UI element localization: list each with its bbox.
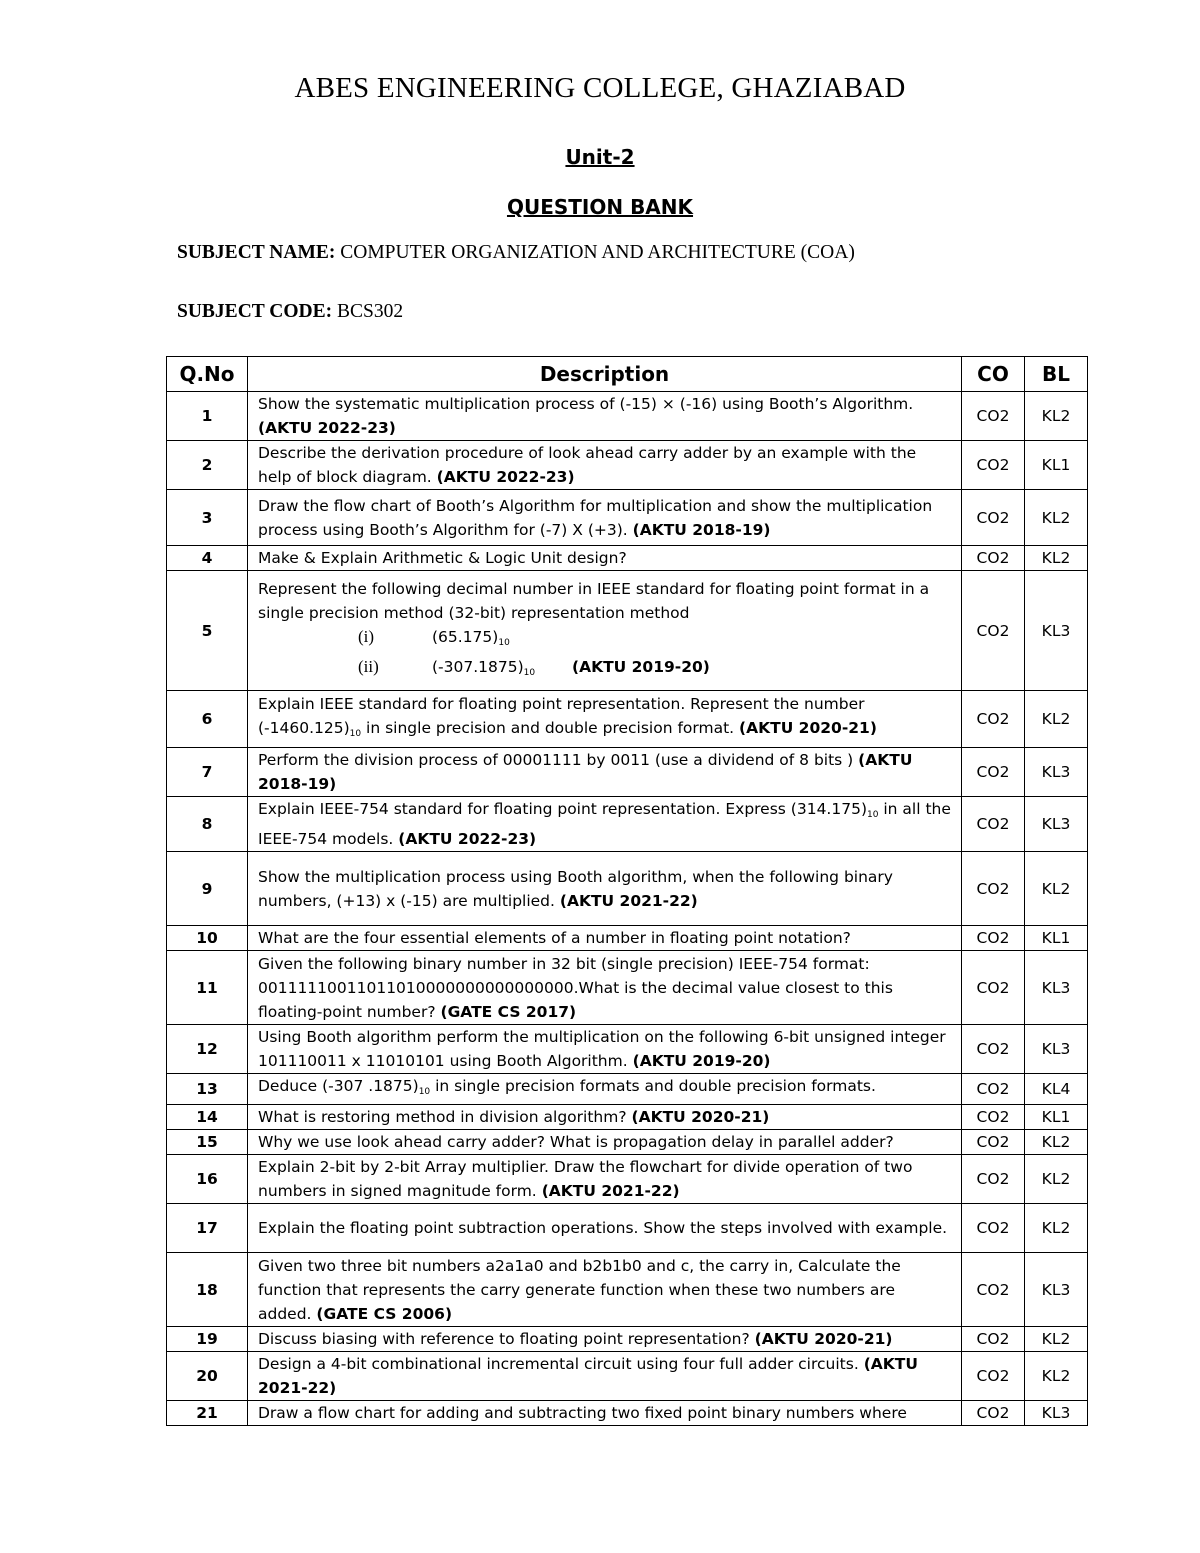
table-row [167,1025,1088,1074]
question-description [248,748,962,797]
table-row [167,1074,1088,1105]
bloom-level: KL2 [1025,1352,1088,1401]
question-text-cont: in single precision formats and double precision formats. [430,1077,876,1095]
bloom-level: KL2 [1025,1327,1088,1352]
bloom-level: KL1 [1025,1105,1088,1130]
question-number: 16 [167,1155,248,1204]
question-text: Represent the following decimal number in IEEE standard for floating point format in a single precision method (32-bit) representation method [258,579,930,622]
exam-reference: (AKTU 2019-20) [572,657,710,676]
document-type-title: QUESTION BANK [506,195,694,219]
table-row [167,1130,1088,1155]
question-description [248,1025,962,1074]
bloom-level: KL2 [1025,490,1088,546]
course-outcome: CO2 [962,951,1025,1025]
course-outcome: CO2 [962,1327,1025,1352]
bloom-level: KL1 [1025,441,1088,490]
table-row [167,926,1088,951]
bloom-level: KL3 [1025,1401,1088,1426]
course-outcome: CO2 [962,441,1025,490]
question-description [248,1327,962,1352]
table-row [167,1253,1088,1327]
question-text: Given two three bit numbers a2a1a0 and b2b1b0 and c, the carry in, Calculate the function that represents the carry generate function when these two numbers are added. [258,1256,901,1323]
question-text-cont: in all the IEEE-754 models. [258,800,951,848]
course-outcome: CO2 [962,1105,1025,1130]
bloom-level: KL3 [1025,1253,1088,1327]
course-outcome: CO2 [962,1401,1025,1426]
question-table [166,356,1088,1426]
exam-reference: (AKTU 2021-22) [559,891,698,910]
bloom-level: KL3 [1025,951,1088,1025]
bloom-level: KL2 [1025,546,1088,571]
question-number: 8 [167,797,248,852]
question-number: 3 [167,490,248,546]
question-text: Show the systematic multiplication process of (-15) × (-16) using Booth’s Algorithm. [258,395,914,413]
course-outcome: CO2 [962,392,1025,441]
table-row [167,490,1088,546]
question-description [248,797,962,852]
bloom-level: KL2 [1025,1204,1088,1253]
subject-code-value: BCS302 [332,301,404,322]
question-text: Explain the floating point subtraction operations. Show the steps involved with example. [258,1219,948,1237]
question-number: 21 [167,1401,248,1426]
sub-item [258,625,951,655]
sub-item-number: (ii) [358,656,379,676]
course-outcome: CO2 [962,1352,1025,1401]
question-text: Explain IEEE-754 standard for floating point representation. Express (314.175) [258,800,867,818]
bloom-level: KL2 [1025,1155,1088,1204]
table-row [167,748,1088,797]
course-outcome: CO2 [962,852,1025,926]
bloom-level: KL4 [1025,1074,1088,1105]
subscript-base: 10 [867,810,879,820]
question-number: 4 [167,546,248,571]
bloom-level: KL2 [1025,852,1088,926]
header-co: CO [962,357,1025,392]
table-row [167,1401,1088,1426]
subject-name-label: SUBJECT NAME: [177,242,336,263]
table-row [167,1327,1088,1352]
question-description [248,1401,962,1426]
question-number: 2 [167,441,248,490]
question-number: 10 [167,926,248,951]
course-outcome: CO2 [962,1253,1025,1327]
bloom-level: KL3 [1025,1025,1088,1074]
bloom-level: KL3 [1025,571,1088,691]
exam-reference: (AKTU 2020-21) [754,1330,893,1348]
question-description [248,1074,962,1105]
question-number: 9 [167,852,248,926]
question-text: Show the multiplication process using Booth algorithm, when the following binary numbers, (+13) x (-15) are multiplied. [258,867,893,910]
exam-reference: (AKTU 2018-19) [258,751,913,793]
question-number: 6 [167,691,248,748]
exam-reference: (AKTU 2021-22) [541,1182,680,1200]
bloom-level: KL3 [1025,797,1088,852]
sub-item-number: (i) [358,626,375,646]
exam-reference: (AKTU 2022-23) [436,468,575,486]
subject-code-line [177,301,403,323]
table-row [167,691,1088,748]
subscript-base: 10 [523,667,536,678]
question-description [248,852,962,926]
question-text: Using Booth algorithm perform the multiplication on the following 6-bit unsigned integer 101110011 x 11010101 using Booth Algorithm. [258,1028,946,1070]
course-outcome: CO2 [962,1074,1025,1105]
question-number: 13 [167,1074,248,1105]
question-text: Draw the flow chart of Booth’s Algorithm for multiplication and show the multiplication process using Booth’s Algorithm for (-7) X (+3). [258,496,933,539]
question-description [248,1204,962,1253]
sub-item-value [432,625,572,655]
table-row [167,1204,1088,1253]
course-outcome: CO2 [962,1155,1025,1204]
question-number: 7 [167,748,248,797]
exam-reference: (AKTU 2021-22) [258,1355,918,1397]
question-description [248,571,962,691]
sub-item-number-value: (65.175) [432,627,499,646]
question-number: 19 [167,1327,248,1352]
course-outcome: CO2 [962,571,1025,691]
question-description [248,546,962,571]
sub-item [258,655,951,685]
college-name: ABES ENGINEERING COLLEGE, GHAZIABAD [294,72,906,104]
question-description [248,1155,962,1204]
sub-item-number-value: (-307.1875) [432,657,524,676]
bloom-level: KL1 [1025,926,1088,951]
subject-code-label: SUBJECT CODE: [177,301,333,322]
question-text-cont: in single precision and double precision format. [361,719,735,737]
table-header-row [167,357,1088,392]
table-row [167,571,1088,691]
table-row [167,441,1088,490]
exam-reference: (AKTU 2019-20) [632,1052,771,1070]
question-number: 1 [167,392,248,441]
question-number: 11 [167,951,248,1025]
question-text: Make & Explain Arithmetic & Logic Unit design? [258,549,627,567]
question-text: Design a 4-bit combinational incremental circuit using four full adder circuits. [258,1355,859,1373]
question-description [248,1105,962,1130]
course-outcome: CO2 [962,797,1025,852]
question-description [248,1352,962,1401]
question-text: Why we use look ahead carry adder? What is propagation delay in parallel adder? [258,1133,894,1151]
table-row [167,852,1088,926]
unit-title: Unit-2 [565,145,635,169]
sub-item-value [432,655,572,685]
table-row [167,1155,1088,1204]
course-outcome: CO2 [962,748,1025,797]
question-text: Deduce (-307 .1875) [258,1077,419,1095]
question-text: Given the following binary number in 32 bit (single precision) IEEE-754 format: 00111110011011010000000000000000.What is the decimal value closest to this floating-point number? [258,954,893,1021]
question-description [248,1130,962,1155]
question-description [248,951,962,1025]
question-description [248,691,962,748]
course-outcome: CO2 [962,546,1025,571]
subscript-base: 10 [498,637,510,648]
question-number: 14 [167,1105,248,1130]
question-text: Describe the derivation procedure of look ahead carry adder by an example with the help of block diagram. [258,444,917,486]
question-description [248,490,962,546]
table-row [167,797,1088,852]
table-row [167,1105,1088,1130]
table-row [167,392,1088,441]
question-text: Draw a flow chart for adding and subtracting two fixed point binary numbers where [258,1404,907,1422]
subject-name-line [177,242,855,264]
course-outcome: CO2 [962,1025,1025,1074]
exam-reference: (GATE CS 2006) [316,1304,453,1323]
table-row [167,546,1088,571]
header-qno: Q.No [167,357,248,392]
subscript-base: 10 [418,1087,431,1097]
header-bl: BL [1025,357,1088,392]
bloom-level: KL2 [1025,691,1088,748]
subscript-base: 10 [349,729,362,739]
question-description [248,392,962,441]
bloom-level: KL2 [1025,392,1088,441]
question-number: 15 [167,1130,248,1155]
course-outcome: CO2 [962,691,1025,748]
exam-reference: (AKTU 2020-21) [631,1108,770,1126]
question-number: 20 [167,1352,248,1401]
bloom-level: KL3 [1025,748,1088,797]
question-text: What is restoring method in division algorithm? [258,1108,627,1126]
course-outcome: CO2 [962,1130,1025,1155]
question-number: 17 [167,1204,248,1253]
question-text: Explain 2-bit by 2-bit Array multiplier. Draw the flowchart for divide operation of two numbers in signed magnitude form. [258,1158,913,1200]
exam-reference: (AKTU 2018-19) [632,520,771,539]
question-text: Explain IEEE standard for floating point representation. Represent the number (-1460.125) [258,695,865,737]
table-row [167,951,1088,1025]
course-outcome: CO2 [962,1204,1025,1253]
exam-reference: (AKTU 2020-21) [739,719,877,737]
question-text: Discuss biasing with reference to floating point representation? [258,1330,750,1348]
question-number: 5 [167,571,248,691]
exam-reference: (GATE CS 2017) [440,1002,577,1021]
course-outcome: CO2 [962,490,1025,546]
table-row [167,1352,1088,1401]
course-outcome: CO2 [962,926,1025,951]
question-text: Perform the division process of 00001111 by 0011 (use a dividend of 8 bits ) [258,751,854,769]
subject-name-value: COMPUTER ORGANIZATION AND ARCHITECTURE (COA) [335,242,855,263]
question-rows [167,392,1088,1426]
question-description [248,926,962,951]
exam-reference: (AKTU 2022-23) [258,419,396,437]
question-text: What are the four essential elements of a number in floating point notation? [258,929,851,947]
header-description: Description [248,357,962,392]
question-description [248,441,962,490]
bloom-level: KL2 [1025,1130,1088,1155]
question-description [248,1253,962,1327]
question-number: 18 [167,1253,248,1327]
exam-reference: (AKTU 2022-23) [398,830,537,848]
question-number: 12 [167,1025,248,1074]
